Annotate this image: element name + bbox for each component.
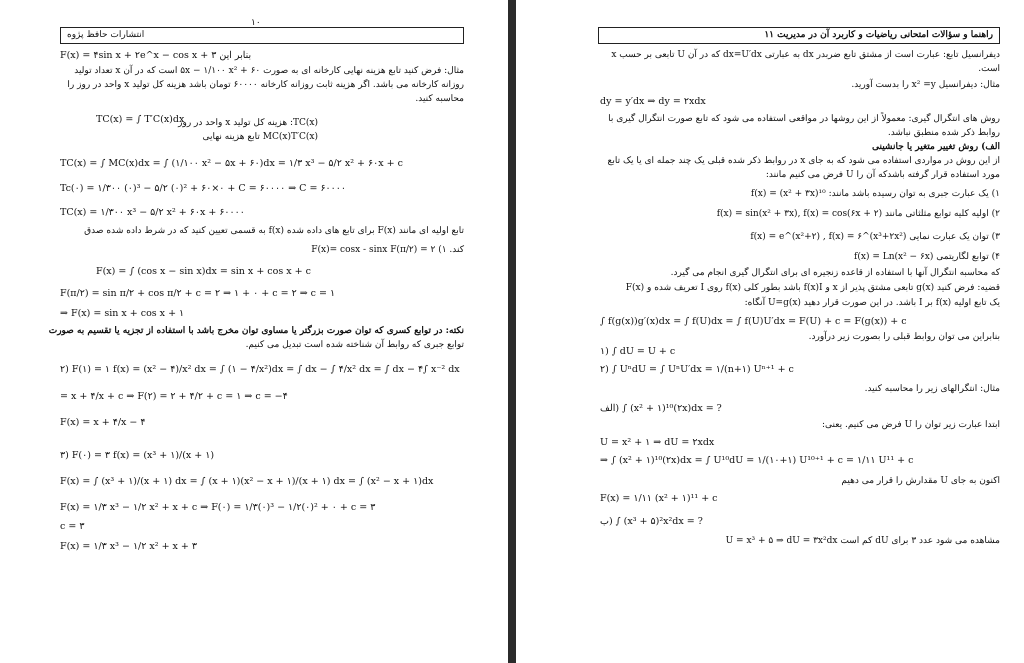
text-line: c = ۳ bbox=[60, 521, 85, 532]
text-line: ب) ∫ (x³ + ۵)²x²dx = ? bbox=[600, 516, 703, 527]
text-line: F(x) = ۱/۱۱ (x² + ۱)¹¹ + c bbox=[600, 493, 718, 504]
right-page bbox=[516, 0, 1024, 663]
text-line: F(x) = x + ۴/x − ۴ bbox=[60, 417, 146, 428]
text-line: F(x) = ۱/۳ x³ − ۱/۲ x² + x + ۳ bbox=[60, 541, 198, 552]
text-line: روابط ذکر شده منطبق نباشد. bbox=[887, 128, 1000, 138]
text-line: ۲) اولیه کلیه توابع مثلثاتی مانند f(x) = sin(x² + ۳x), f(x) = cos(۶x + ۲) bbox=[716, 209, 1000, 219]
text-line: ۳) توان یک عبارت نمایی f(x) = e^(x²+۲) , f(x) = ۶^(x³+۲x²) bbox=[750, 232, 1000, 242]
text-line: روش های انتگرال گیری: معمولاً از این روشها در مواقعی استفاده می شود که تابع صورت انتگرال گیری با bbox=[608, 114, 1000, 124]
text-line: مشاهده می شود عدد ۳ برای dU کم است U = x³ + ۵ ⇒ dU = ۳x²dx bbox=[725, 536, 1000, 546]
page-number: ۱۰ bbox=[251, 18, 261, 28]
text-line: نکته: در توابع کسری که توان صورت بزرگتر یا مساوی توان مخرج باشد با استفاده از تجزیه یا تقسیم به صورت bbox=[48, 326, 464, 336]
text-line: ۱) ∫ dU = U + c bbox=[600, 346, 676, 357]
text-line: F(π/۲) = sin π/۲ + cos π/۲ + c = ۲ ⇒ ۱ + ۰ + c = ۲ ⇒ c = ۱ bbox=[60, 288, 336, 299]
text-line: است. bbox=[978, 64, 1000, 74]
text-line: F(x) = ∫ (x³ + ۱)/(x + ۱) dx = ∫ (x + ۱)(x² − x + ۱)/(x + ۱) dx = ∫ (x² − x + ۱)dx bbox=[60, 476, 434, 487]
text-line: TC(x): هزینه کل تولید x واحد در روز bbox=[178, 118, 318, 128]
text-line: Tc(۰) = ۱/۳۰۰ (۰)³ − ۵/۲ (۰)² + ۶۰×۰ + C = ۶۰۰۰۰ ⇒ C = ۶۰۰۰۰ bbox=[60, 183, 346, 194]
text-line: قضیه: فرض کنید g(x) تابعی مشتق پذیر از x و f(x)I باشد بطور کلی f(x) روی I تعریف شده و F(x) bbox=[625, 283, 1000, 293]
text-line: مثال: انتگرالهای زیر را محاسبه کنید. bbox=[864, 384, 1000, 394]
text-line: F(x) = ∫ (cos x − sin x)dx = sin x + cos x + c bbox=[96, 266, 311, 277]
text-line: توابع جبری که روابط آن شناخته شده است تبدیل می کنیم. bbox=[245, 340, 464, 350]
right-page-header bbox=[598, 27, 1000, 44]
text-line: بنابراین می توان روابط قبلی را بصورت زیر درآورد. bbox=[808, 332, 1000, 342]
text-line: TC(x) = ∫ MC(x)dx = ∫ (۱/۱۰۰ x² − ۵x + ۶۰)dx = ۱/۳ x³ − ۵/۲ x² + ۶۰x + c bbox=[60, 158, 403, 169]
text-line: محاسبه کنید. bbox=[415, 94, 464, 104]
left-page bbox=[0, 0, 508, 663]
text-line: TC(x) = ۱/۳۰۰ x³ − ۵/۲ x² + ۶۰x + ۶۰۰۰۰ bbox=[60, 207, 245, 218]
header-title: انتشارات حافظ پژوه bbox=[67, 30, 145, 40]
text-line: کند. F(x)= cosx - sinx F(π/۲) = ۲ (۱ bbox=[311, 245, 464, 255]
text-line: ∫ f(g(x))g′(x)dx = ∫ f(U)dx = ∫ f(U)U′dx = F(U) + c = F(g(x)) + c bbox=[600, 316, 907, 327]
text-line: مورد استفاده قرار گرفته باشدکه آن را U فرض می کنیم مانند: bbox=[765, 170, 1000, 180]
text-line: F(x) = ۱/۳ x³ − ۱/۲ x² + x + c ⇒ F(۰) = ۱/۳(۰)³ − ۱/۲(۰)² + ۰ + c = ۳ bbox=[60, 502, 376, 513]
text-line: از این روش در مواردی استفاده می شود که به جای x در روابط ذکر شده قبلی یک چند جمله ای یا یک تابع bbox=[607, 156, 1000, 166]
text-line: مثال: دیفرانسیل x² =y را بدست آورید. bbox=[851, 80, 1000, 90]
text-line: که محاسبه انتگرال آنها با استفاده از قاعده زنجیره ای برای انتگرال گیری انجام می گیرد. bbox=[670, 268, 1000, 278]
text-line: F(x) = ۴sin x + ۲e^x − cos x + ۳ بنابر این bbox=[60, 50, 252, 61]
text-line: U = x² + ۱ ⇒ dU = ۲xdx bbox=[600, 437, 715, 448]
text-line: روزانه کارخانه می باشد. اگر هزینه ثابت روزانه کارخانه ۶۰۰۰۰ تومان باشد هزینه کل تولید x واحد در روز را bbox=[67, 80, 464, 90]
text-line: اکنون به جای U مقدارش را قرار می دهیم bbox=[841, 476, 1000, 486]
text-line: ابتدا عبارت زیر توان را U فرض می کنیم. یعنی: bbox=[822, 420, 1000, 430]
text-line: الف) روش تغییر متغیر یا جانشینی bbox=[872, 142, 1000, 152]
text-line: الف) ∫ (x² + ۱)¹⁰(۲x)dx = ? bbox=[600, 403, 722, 414]
text-line: dy = y′dx ⇒ dy = ۲xdx bbox=[600, 96, 706, 107]
text-line: ۲) ∫ UⁿdU = ∫ UⁿU′dx = ۱/(n+۱) Uⁿ⁺¹ + c bbox=[600, 364, 794, 375]
text-line: ۳) F(۰) = ۳ f(x) = (x³ + ۱)/(x + ۱) bbox=[60, 450, 215, 461]
text-line: دیفرانسیل تابع: عبارت است از مشتق تابع ضربدر dx به عبارتی dx=U′dx که در آن U تابعی بر حسب x bbox=[611, 50, 1000, 60]
text-line: ۱) یک عبارت جبری به توان رسیده باشد مانند: f(x) = (x² + ۳x)¹⁰ bbox=[750, 189, 1000, 199]
text-line: مثال: فرض کنید تابع هزینه نهایی کارخانه ای به صورت ۶۰ + ۵x − ۱/۱۰۰ x² است که در آن x تعداد تولید bbox=[74, 66, 464, 76]
left-page-header bbox=[60, 18, 464, 44]
text-line: MC(x)T′C(x) تابع هزینه نهایی bbox=[202, 132, 318, 142]
text-line: ⇒ ∫ (x² + ۱)¹⁰(۲x)dx = ∫ U¹⁰dU = ۱/(۱۰+۱) U¹⁰⁺¹ + c = ۱/۱۱ U¹¹ + c bbox=[600, 455, 914, 466]
page-gutter bbox=[508, 0, 516, 663]
text-line: یک تابع اولیه f(x) بر I باشد. در این صورت قرار دهید U=g(x) آنگاه: bbox=[744, 298, 1000, 308]
text-line: ⇒ F(x) = sin x + cos x + ۱ bbox=[60, 308, 185, 319]
text-line: ۲) F(۱) = ۱ f(x) = (x² − ۴)/x² dx = ∫ (۱ − ۴/x²)dx = ∫ dx − ∫ ۴/x² dx = ∫ dx − ۴∫ x⁻² dx bbox=[60, 364, 460, 375]
header-title: راهنما و سؤالات امتحانی ریاضیات و کاربرد آن در مدیریت ۱۱ bbox=[764, 30, 993, 40]
text-line: = x + ۴/x + c ⇒ F(۲) = ۲ + ۴/۲ + c = ۱ ⇒ c = −۴ bbox=[60, 391, 288, 402]
text-line: تابع اولیه ای مانند F(x) برای تابع های داده شده f(x) به قسمی تعیین کنید که در شرط داده شده صدق bbox=[84, 226, 464, 236]
text-line: TC(x) = ∫ T′C(x)dx bbox=[96, 114, 185, 125]
text-line: ۴) توابع لگاریتمی f(x) = Ln(x² − ۶x) bbox=[854, 252, 1000, 262]
